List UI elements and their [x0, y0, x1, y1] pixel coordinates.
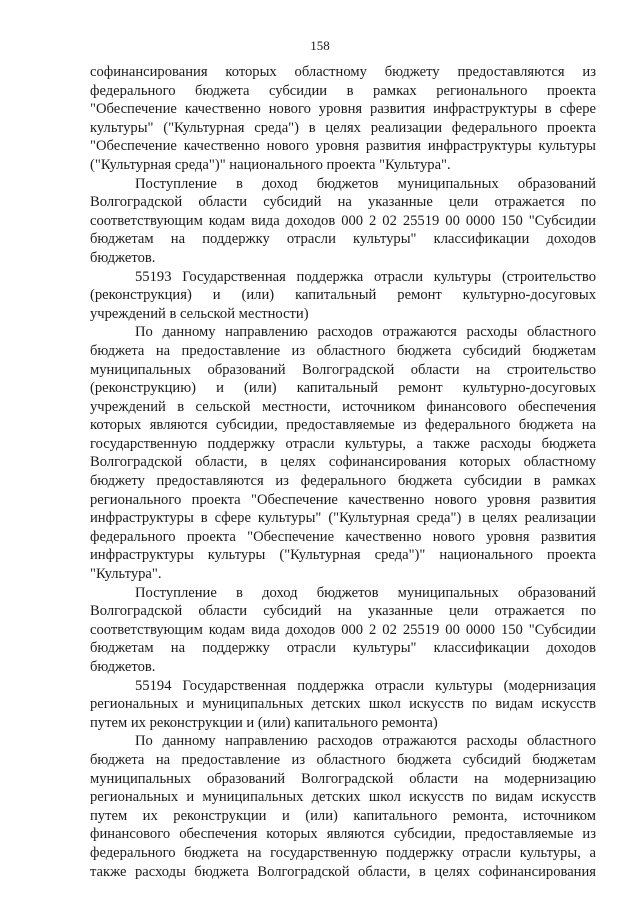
text-line: По данному направлению расходов отражаются расходы областного: [135, 324, 596, 341]
text-line: инфраструктуры культуры ("Культурная среда")" национального проекта: [90, 547, 596, 564]
text-line: бюджетам на поддержку отрасли культуры" классификации доходов: [90, 640, 596, 657]
text-line: финансового обеспечения которых являются субсидии, предоставляемые из: [90, 826, 596, 843]
text-line: бюджета на предоставление из областного бюджета субсидий бюджетам: [90, 751, 596, 768]
text-line: региональных и муниципальных детских школ искусств по видам искусств: [90, 696, 596, 713]
text-line: государственную поддержку отрасли культуры, а также расходы бюджета: [90, 435, 596, 452]
text-line: путем их реконструкции и (или) капитального ремонта, источником: [90, 807, 596, 824]
text-line: соответствующим кодам вида доходов 000 2 02 25519 00 0000 150 "Субсидии: [90, 212, 596, 229]
text-line: путем их реконструкции и (или) капитального ремонта): [90, 714, 438, 731]
text-line: бюджета на предоставление из областного бюджета субсидий бюджетам: [90, 342, 596, 359]
text-line: ("Культурная среда")" национального проекта "Культура".: [90, 156, 451, 173]
text-line: учреждений в сельской местности, источником финансового обеспечения: [90, 398, 596, 415]
text-line: федерального проекта "Обеспечение качественно нового уровня развития: [90, 528, 596, 545]
text-line: "Обеспечение качественно нового уровня развития инфраструктуры в сфере: [90, 101, 596, 118]
text-line: бюджетов.: [90, 659, 156, 675]
text-line: бюджету предоставляются из федерального бюджета субсидии в рамках: [90, 473, 596, 490]
text-line: муниципальных образований Волгоградской области на модернизацию: [90, 770, 596, 787]
text-line: федерального бюджета на государственную поддержку отрасли культуры, а: [90, 844, 596, 861]
text-line: федерального бюджета субсидии в рамках регионального проекта: [90, 82, 596, 99]
text-line: учреждений в сельской местности): [90, 305, 309, 322]
text-line: инфраструктуры в сфере культуры" ("Культурная среда") в целях реализации: [90, 510, 596, 527]
text-line: которых являются субсидии, предоставляемые из федерального бюджета на: [90, 417, 596, 434]
text-line: Поступление в доход бюджетов муниципальных образований: [135, 584, 596, 601]
text-line: Волгоградской области субсидий на указанные цели отражается по: [90, 194, 596, 211]
text-line: Волгоградской области субсидий на указанные цели отражается по: [90, 603, 596, 620]
text-line: (реконструкцию) и (или) капитальный ремонт культурно-досуговых: [90, 380, 596, 397]
text-line: бюджетов.: [90, 249, 156, 266]
text-line: также расходы бюджета Волгоградской области, в целях софинансирования: [90, 863, 596, 880]
text-line: "Обеспечение качественно нового уровня развития инфраструктуры культуры: [90, 138, 596, 155]
text-line: софинансирования которых областному бюджету предоставляются из: [90, 64, 596, 80]
text-line: Поступление в доход бюджетов муниципальных образований: [135, 175, 596, 192]
document-body: [90, 63, 596, 881]
text-line: бюджетам на поддержку отрасли культуры" классификации доходов: [90, 231, 596, 248]
text-line: Волгоградской области, в целях софинансирования которых областному: [90, 454, 596, 471]
text-line: 55193 Государственная поддержка отрасли культуры (строительство: [135, 268, 596, 285]
text-line: культуры" ("Культурная среда") в целях реализации федерального проекта: [90, 119, 596, 136]
text-line: региональных и муниципальных детских школ искусств по видам искусств: [90, 789, 596, 806]
text-line: (реконструкция) и (или) капитальный ремонт культурно-досуговых: [90, 287, 596, 304]
text-line: регионального проекта "Обеспечение качественно нового уровня развития: [90, 491, 596, 508]
text-line: соответствующим кодам вида доходов 000 2 02 25519 00 0000 150 "Субсидии: [90, 621, 596, 638]
text-line: 55194 Государственная поддержка отрасли культуры (модернизация: [135, 677, 596, 694]
text-line: "Культура".: [90, 566, 162, 583]
text-line: По данному направлению расходов отражаются расходы областного: [135, 733, 596, 750]
page-number: 158: [310, 38, 330, 53]
text-line: муниципальных образований Волгоградской области на строительство: [90, 361, 596, 378]
